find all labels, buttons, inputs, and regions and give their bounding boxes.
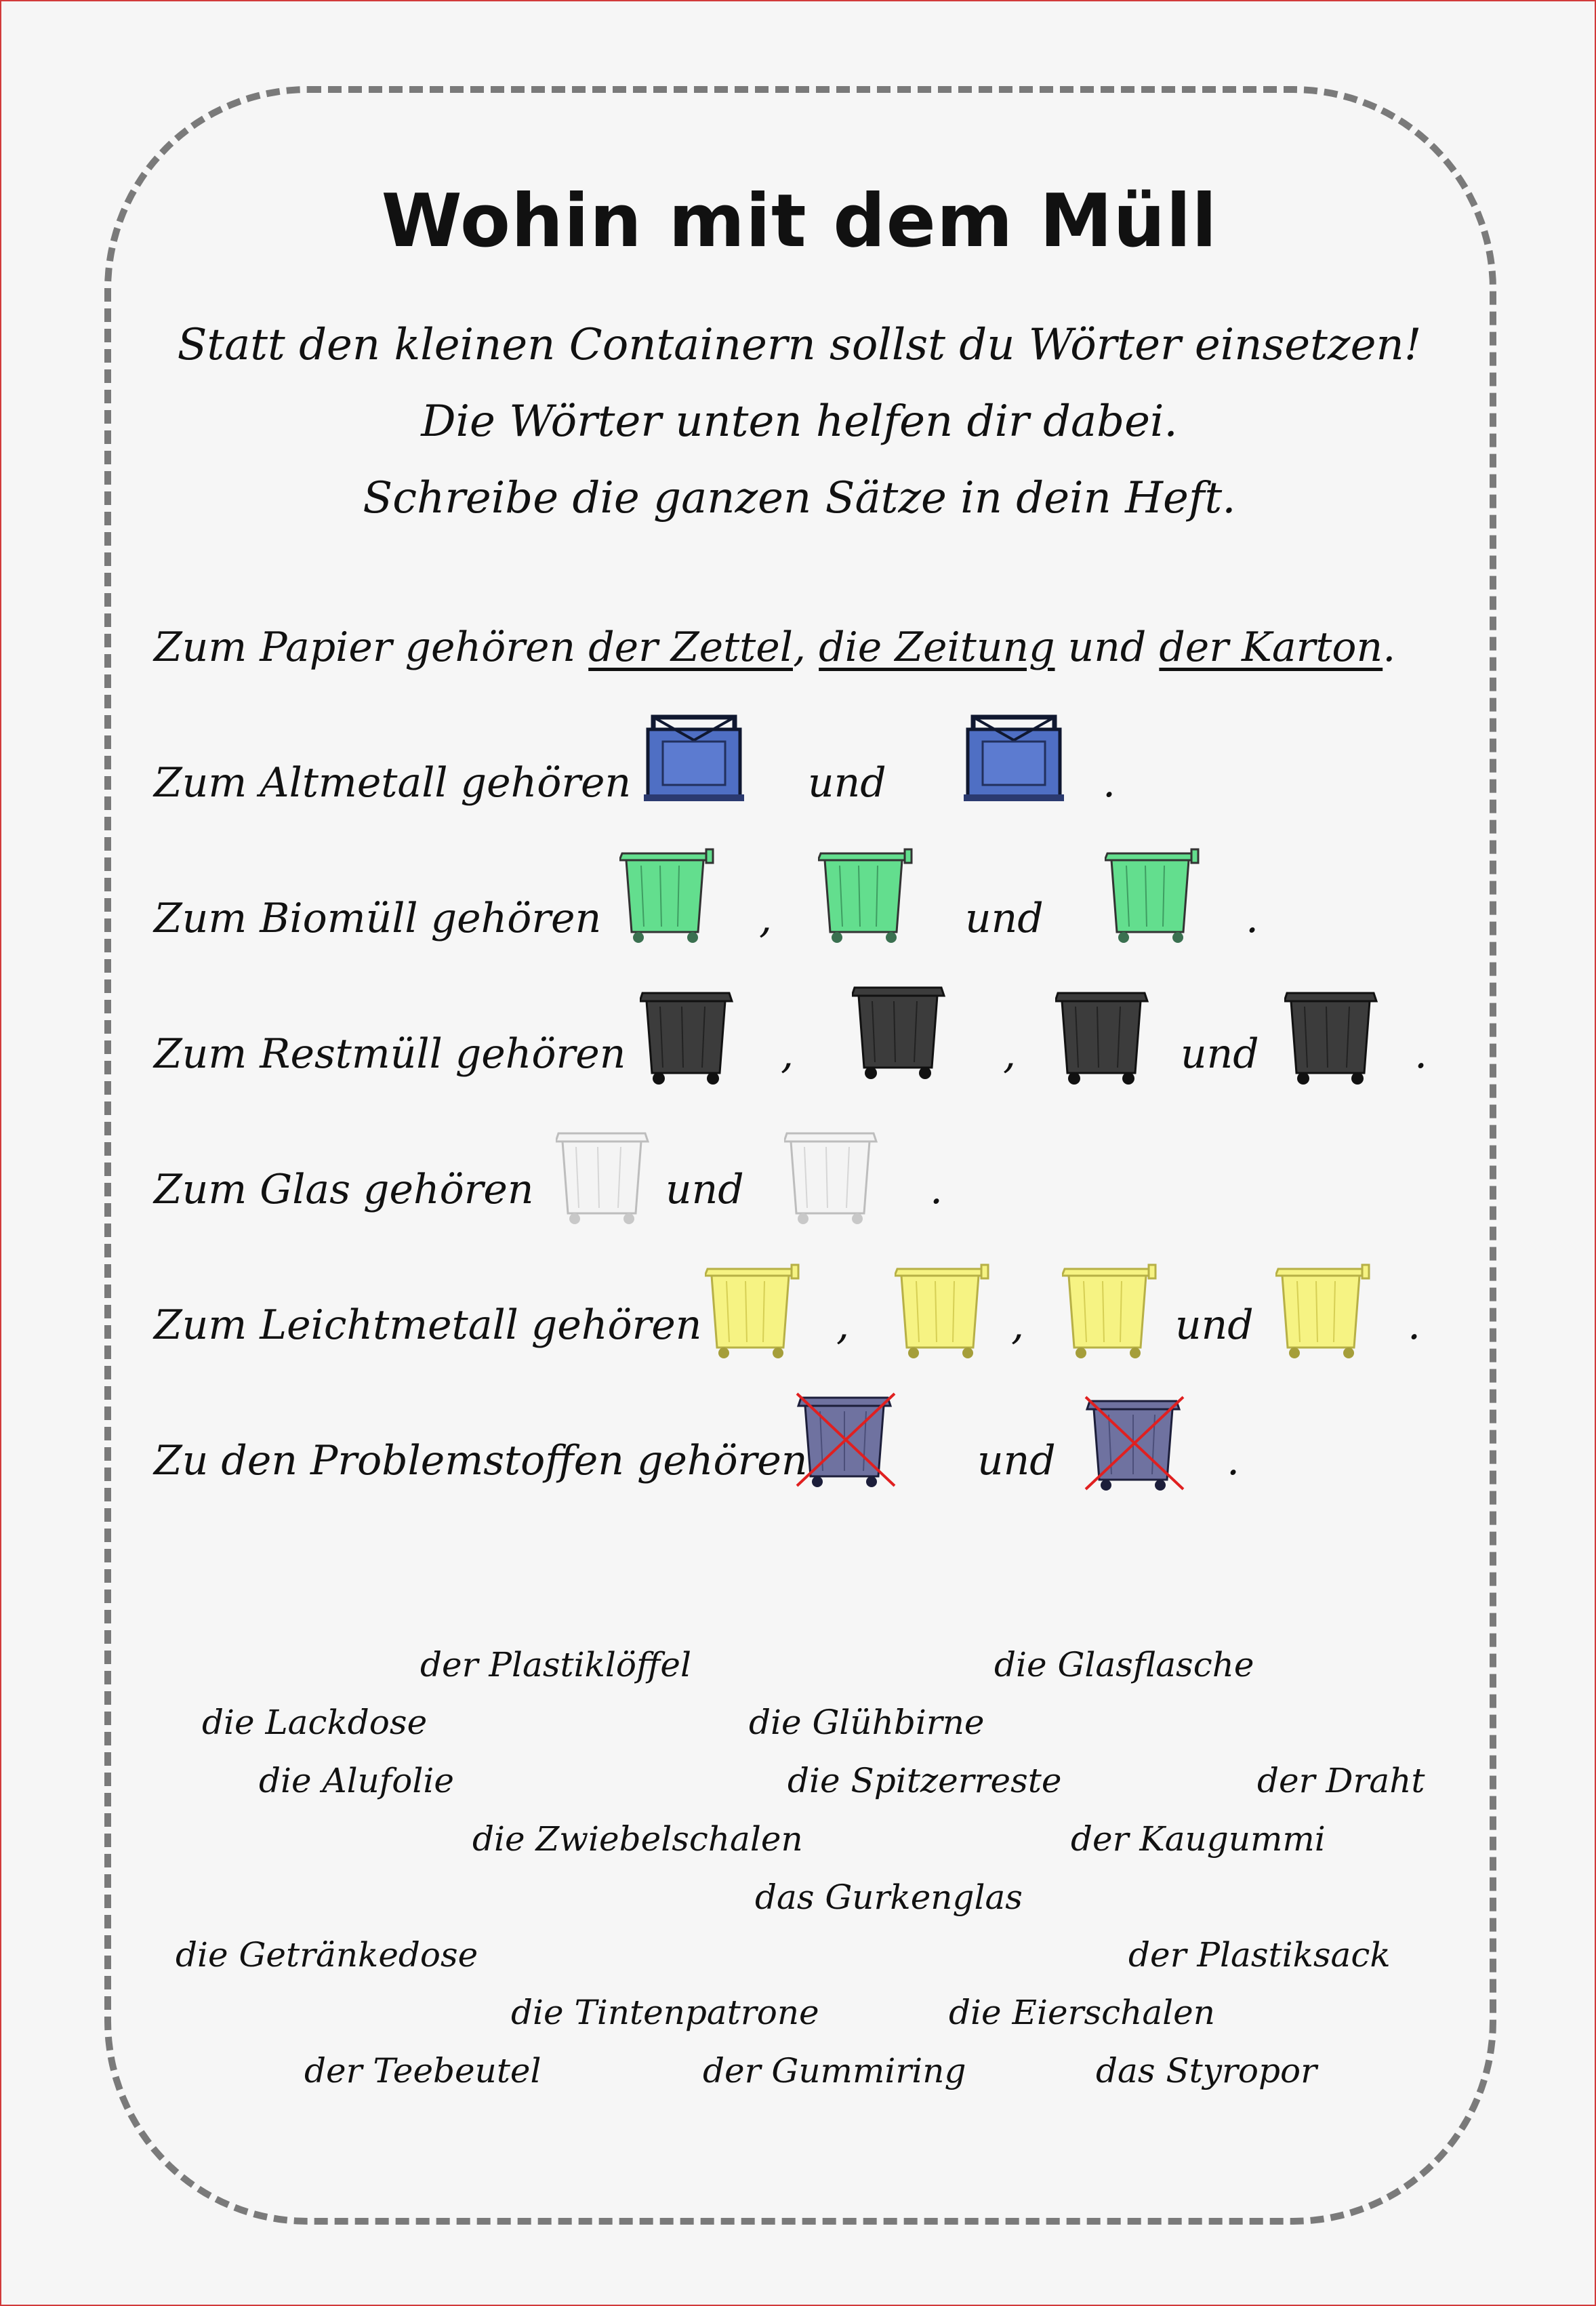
black-bin-icon: [1284, 988, 1380, 1091]
sentence-biomuell-and: und: [965, 895, 1044, 942]
sentence-biomuell-prefix: Zum Biomüll gehören: [154, 895, 602, 942]
sentence-restmuell-period: .: [1414, 1030, 1428, 1078]
sentence-leichtmetall-and: und: [1175, 1301, 1254, 1349]
sentence-glas-prefix: Zum Glas gehören: [154, 1166, 534, 1213]
word-bank-item: der Kaugummi: [1071, 1819, 1326, 1859]
example-word-1: der Zettel: [588, 624, 793, 671]
sentence-altmetall-period: .: [1103, 759, 1116, 807]
word-bank-item: die Spitzerreste: [787, 1761, 1062, 1800]
sentence-problemstoffe-and: und: [977, 1437, 1056, 1484]
green-bin-icon: [818, 845, 914, 948]
sentence-biomuell-period: .: [1246, 895, 1259, 942]
green-bin-icon: [1105, 845, 1201, 948]
sentence-leichtmetall-comma-1: ,: [836, 1301, 850, 1349]
black-bin-icon: [1055, 988, 1151, 1091]
green-bin-icon: [619, 845, 716, 948]
sentence-altmetall-prefix: Zum Altmetall gehören: [154, 759, 632, 807]
word-bank-item: der Draht: [1257, 1761, 1425, 1800]
example-end: .: [1383, 624, 1396, 671]
example-word-3: der Karton: [1159, 624, 1383, 671]
sentence-glas-and: und: [666, 1166, 744, 1213]
word-bank-item: die Alufolie: [259, 1761, 454, 1800]
sentence-restmuell-comma-2: ,: [1003, 1030, 1017, 1078]
sentence-problemstoffe-period: .: [1227, 1437, 1240, 1484]
example-and: und: [1055, 624, 1160, 671]
instruction-line-2: Die Wörter unten helfen dir dabei.: [421, 397, 1178, 447]
yellow-bin-icon: [705, 1261, 801, 1364]
word-bank-item: die Zwiebelschalen: [472, 1819, 803, 1859]
blue-container-icon: [644, 713, 744, 807]
page-title: Wohin mit dem Müll: [381, 179, 1218, 264]
word-bank-item: die Tintenpatrone: [511, 1993, 819, 2032]
example-sentence: [154, 624, 1395, 671]
yellow-bin-icon: [895, 1261, 991, 1364]
yellow-bin-icon: [1275, 1261, 1372, 1364]
white-bin-icon: [556, 1128, 652, 1231]
sentence-restmuell-comma-1: ,: [781, 1030, 794, 1078]
sentence-leichtmetall-comma-2: ,: [1011, 1301, 1025, 1349]
word-bank-item: der Plastiksack: [1128, 1935, 1391, 1975]
sentence-biomuell-comma: ,: [759, 895, 773, 942]
word-bank-item: die Glasflasche: [994, 1645, 1254, 1684]
word-bank-item: der Gummiring: [703, 2051, 966, 2090]
word-bank-item: die Glühbirne: [749, 1703, 985, 1742]
word-bank-item: die Eierschalen: [949, 1993, 1215, 2032]
crossed-bin-icon: [796, 1391, 897, 1495]
white-bin-icon: [784, 1128, 880, 1231]
word-bank-item: die Getränkedose: [176, 1935, 478, 1975]
word-bank-item: die Lackdose: [202, 1703, 428, 1742]
black-bin-icon: [852, 982, 948, 1085]
sentence-altmetall-and: und: [808, 759, 886, 807]
black-bin-icon: [640, 988, 736, 1091]
blue-container-icon: [964, 713, 1064, 807]
word-bank-item: der Plastiklöffel: [420, 1645, 691, 1684]
word-bank-item: das Styropor: [1096, 2051, 1317, 2090]
sentence-problemstoffe-prefix: Zu den Problemstoffen gehören: [154, 1437, 808, 1484]
sentence-restmuell-and: und: [1181, 1030, 1259, 1078]
example-comma: ,: [793, 624, 819, 671]
yellow-bin-icon: [1062, 1261, 1158, 1364]
instruction-line-3: Schreibe die ganzen Sätze in dein Heft.: [363, 473, 1236, 523]
word-bank-item: das Gurkenglas: [755, 1878, 1023, 1917]
sentence-leichtmetall-prefix: Zum Leichtmetall gehören: [154, 1301, 702, 1349]
instruction-line-1: Statt den kleinen Containern sollst du Wörter einsetzen!: [177, 320, 1422, 370]
sentence-glas-period: .: [930, 1166, 943, 1213]
example-word-2: die Zeitung: [819, 624, 1055, 671]
word-bank-item: der Teebeutel: [304, 2051, 541, 2090]
crossed-bin-icon: [1084, 1394, 1186, 1499]
sentence-leichtmetall-period: .: [1408, 1301, 1421, 1349]
sentence-restmuell-prefix: Zum Restmüll gehören: [154, 1030, 626, 1078]
example-prefix: Zum Papier gehören: [154, 624, 589, 671]
